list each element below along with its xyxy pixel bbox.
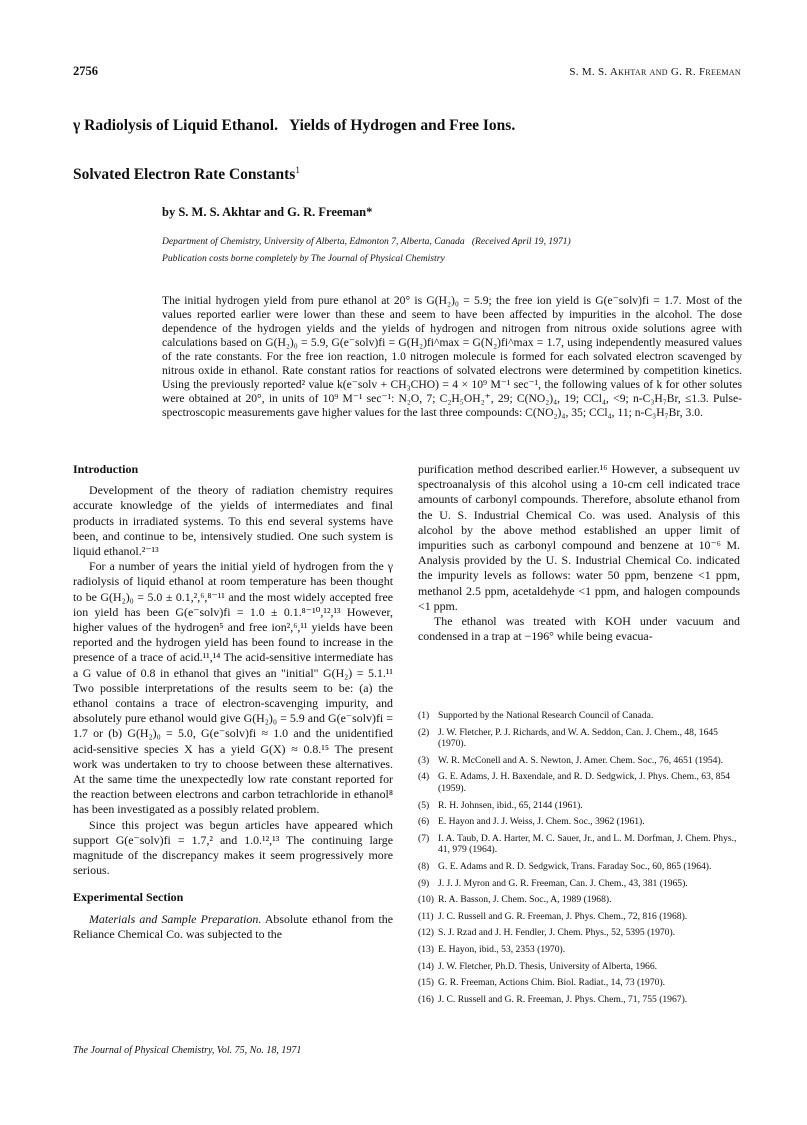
reference-number: (10) bbox=[418, 894, 434, 906]
reference-number: (8) bbox=[418, 860, 430, 872]
reference-item bbox=[418, 710, 740, 722]
reference-text: J. C. Russell and G. R. Freeman, J. Phys. Chem., 72, 816 (1968). bbox=[438, 910, 688, 922]
reference-number: (6) bbox=[418, 816, 430, 828]
reference-number: (9) bbox=[418, 877, 430, 889]
reference-item bbox=[418, 894, 740, 906]
reference-text: G. E. Adams, J. H. Baxendale, and R. D. Sedgwick, J. Phys. Chem., 63, 854 (1959). bbox=[438, 771, 731, 794]
title-line-1: γ Radiolysis of Liquid Ethanol. Yields of Hydrogen and Free Ions. bbox=[73, 117, 516, 134]
title-line-2 bbox=[73, 148, 753, 197]
reference-text: J. C. Russell and G. R. Freeman, J. Phys. Chem., 71, 755 (1967). bbox=[438, 993, 688, 1005]
reference-text: E. Hayon and J. J. Weiss, J. Chem. Soc., 3962 (1961). bbox=[438, 816, 645, 828]
reference-text: E. Hayon, ibid., 53, 2353 (1970). bbox=[438, 943, 566, 955]
left-column bbox=[73, 462, 393, 942]
running-header-authors: S. M. S. Akhtar and G. R. Freeman bbox=[569, 66, 741, 78]
reference-number: (4) bbox=[418, 771, 430, 783]
title-line-2-text: Solvated Electron Rate Constants bbox=[73, 166, 296, 184]
intro-paragraph-1: Development of the theory of radiation chemistry requires accurate knowledge of the yields of intermediates and final products in irradiated systems. To this end several systems have been, and continue to be, intensively studied. One such system is liquid ethanol.²⁻¹³ bbox=[73, 483, 393, 559]
reference-text: I. A. Taub, D. A. Harter, M. C. Sauer, Jr., and L. M. Dorfman, J. Chem. Phys., 41, 979 (1964). bbox=[438, 832, 737, 856]
reference-text: W. R. McConell and A. S. Newton, J. Amer. Chem. Soc., 76, 4651 (1954). bbox=[438, 754, 724, 766]
reference-number: (1) bbox=[418, 710, 430, 721]
koh-treatment-paragraph: The ethanol was treated with KOH under vacuum and condensed in a trap at −196° while being evacua- bbox=[418, 614, 740, 644]
reference-item bbox=[418, 911, 740, 923]
experimental-heading: Experimental Section bbox=[73, 890, 184, 905]
reference-item bbox=[418, 927, 740, 939]
reference-item bbox=[418, 800, 740, 812]
reference-number: (13) bbox=[418, 943, 434, 955]
reference-number: (12) bbox=[418, 927, 434, 939]
affiliation-line: Department of Chemistry, University of Alberta, Edmonton 7, Alberta, Canada (Received April 19, 1971) bbox=[162, 236, 571, 247]
reference-text: G. E. Adams and R. D. Sedgwick, Trans. Faraday Soc., 60, 865 (1964). bbox=[438, 860, 712, 872]
reference-item bbox=[418, 977, 740, 989]
reference-item bbox=[418, 994, 740, 1006]
materials-run-in-heading: Materials and Sample Preparation. bbox=[89, 911, 262, 926]
references-list bbox=[418, 710, 740, 1010]
reference-number: (7) bbox=[418, 832, 430, 844]
reference-text: R. A. Basson, J. Chem. Soc., A, 1989 (1968). bbox=[438, 894, 612, 906]
abstract: The initial hydrogen yield from pure ethanol at 20° is G(H₂)₀ = 5.9; the free ion yield is G(e⁻solv)fi = 1.7. Most of the values reported earlier were lower than these and seem to have been affected by impurities in the alcohol. The dose dependence of the hydrogen yields and the yields of hydrogen and nitrogen from nitrous oxide solutions agree with calculations based on G(H₂)₀ = 5.9, G(e⁻solv)fi = G(H₂)fi^max = G(N₂)fi^max = 1.7, using independently measured values of the rate constants. For the free ion reaction, 1.0 nitrogen molecule is formed for each solvated electron scavenged by nitrous oxide in ethanol. Rate constant ratios for reactions of solvated electrons were determined by competition kinetics. Using the previously reported² value k(e⁻solv + CH₃CHO) = 4 × 10⁹ M⁻¹ sec⁻¹, the following values of k for other solutes were obtained at 20°, in units of 10⁹ M⁻¹ sec⁻¹: N₂O, 7; C₂H₅OH₂⁺, 29; C(NO₂)₄, 19; CCl₄, <9; n-C₃H₇Br, ≤1.3. Pulse-spectroscopic measurements gave higher values for the last three compounds: C(NO₂)₄, 35; CCl₄, 11; n-C₃H₇Br, 3.0. bbox=[162, 294, 742, 419]
reference-item bbox=[418, 861, 740, 873]
reference-item bbox=[418, 755, 740, 767]
reference-item bbox=[418, 771, 740, 794]
reference-number: (2) bbox=[418, 726, 430, 738]
materials-paragraph bbox=[73, 912, 393, 942]
reference-number: (15) bbox=[418, 977, 434, 989]
reference-item bbox=[418, 727, 740, 750]
reference-text: J. W. Fletcher, P. J. Richards, and W. A. Seddon, Can. J. Chem., 48, 1645 (1970). bbox=[438, 726, 718, 750]
page-number: 2756 bbox=[73, 64, 98, 78]
reference-item bbox=[418, 816, 740, 828]
intro-paragraph-3: Since this project was begun articles have appeared which support G(e⁻solv)fi = 1.7,² and 1.0.¹²,¹³ The continuing large magnitude of the discrepancy makes it seem progressively more serious. bbox=[73, 817, 393, 878]
materials-text: Absolute ethanol from the Reliance Chemical Co. was subjected to the bbox=[73, 911, 393, 941]
reference-text: S. J. Rzad and J. H. Fendler, J. Chem. Phys., 52, 5395 (1970). bbox=[438, 927, 676, 939]
purification-paragraph: purification method described earlier.¹⁶ However, a subsequent uv spectroanalysis of this alcohol using a 10-cm cell indicated trace amounts of carbonyl compounds. Therefore, absolute ethanol from the U. S. Industrial Chemical Co. was used. Analysis of this alcohol by the above method established an upper limit of impurities such as carbonyl compound and benzene at 10⁻⁶ M. Analysis provided by the U. S. Industrial Chemical Co. indicated the impurity levels as follows: water 50 ppm, benzene <1 ppm, methanol 2.5 ppm, acetaldehyde <1 ppm, and halogen compounds <1 ppm. bbox=[418, 462, 740, 613]
reference-number: (3) bbox=[418, 754, 430, 766]
introduction-heading: Introduction bbox=[73, 462, 139, 476]
affiliation bbox=[162, 233, 722, 267]
reference-item bbox=[418, 833, 740, 856]
reference-number: (14) bbox=[418, 960, 434, 972]
article-title bbox=[73, 104, 753, 197]
reference-item bbox=[418, 961, 740, 973]
reference-item bbox=[418, 944, 740, 956]
byline: by S. M. S. Akhtar and G. R. Freeman* bbox=[162, 205, 373, 219]
title-footnote-mark: 1 bbox=[295, 165, 300, 175]
reference-item bbox=[418, 878, 740, 890]
reference-number: (16) bbox=[418, 993, 434, 1005]
reference-text: Supported by the National Research Council of Canada. bbox=[438, 710, 654, 721]
reference-text: G. R. Freeman, Actions Chim. Biol. Radiat., 14, 73 (1970). bbox=[438, 977, 666, 989]
reference-text: R. H. Johnsen, ibid., 65, 2144 (1961). bbox=[438, 799, 583, 811]
intro-paragraph-2: For a number of years the initial yield of hydrogen from the γ radiolysis of liquid ethanol at room temperature has been thought to be G(H₂)₀ = 5.0 ± 0.1,²,⁶,⁸⁻¹¹ and the most widely accepted free ion yield has been G(e⁻solv)fi = 1.0 ± 0.1.⁸⁻¹⁰,¹²,¹³ However, higher values of the hydrogen⁵ and free ion²,⁶,¹¹ yields have been reported and the hydrogen yield has been found to increase in the presence of a trace of acid.¹¹,¹⁴ The acid-sensitive intermediate has a G value of 0.8 in ethanol that gives an "initial" G(H₂) = 5.1.¹¹ Two possible interpretations of the results seem to be: (a) the ethanol contains a trace of electron-scavenging impurity, and absolutely pure ethanol would give G(H₂)₀ = 5.9 and G(e⁻solv)fi = 1.7 or (b) G(H₂)₀ = 5.0, G(e⁻solv)fi ≈ 1.0 and the unidentified acid-sensitive species X has a yield G(X) ≈ 0.8.¹⁵ The present work was undertaken to try to choose between these alternatives. At the same time the unexpectedly low rate constant reported for the reaction between electrons and carbon tetrachloride in ethanol⁸ has been investigated as a possibly related problem. bbox=[73, 559, 393, 817]
right-column bbox=[418, 462, 740, 644]
reference-number: (11) bbox=[418, 910, 434, 922]
publication-costs-note: Publication costs borne completely by The Journal of Physical Chemistry bbox=[162, 253, 445, 264]
reference-text: J. W. Fletcher, Ph.D. Thesis, University of Alberta, 1966. bbox=[438, 960, 658, 972]
reference-number: (5) bbox=[418, 799, 430, 811]
journal-footer: The Journal of Physical Chemistry, Vol. 75, No. 18, 1971 bbox=[73, 1045, 302, 1056]
reference-text: J. J. J. Myron and G. R. Freeman, Can. J. Chem., 43, 381 (1965). bbox=[438, 877, 688, 889]
